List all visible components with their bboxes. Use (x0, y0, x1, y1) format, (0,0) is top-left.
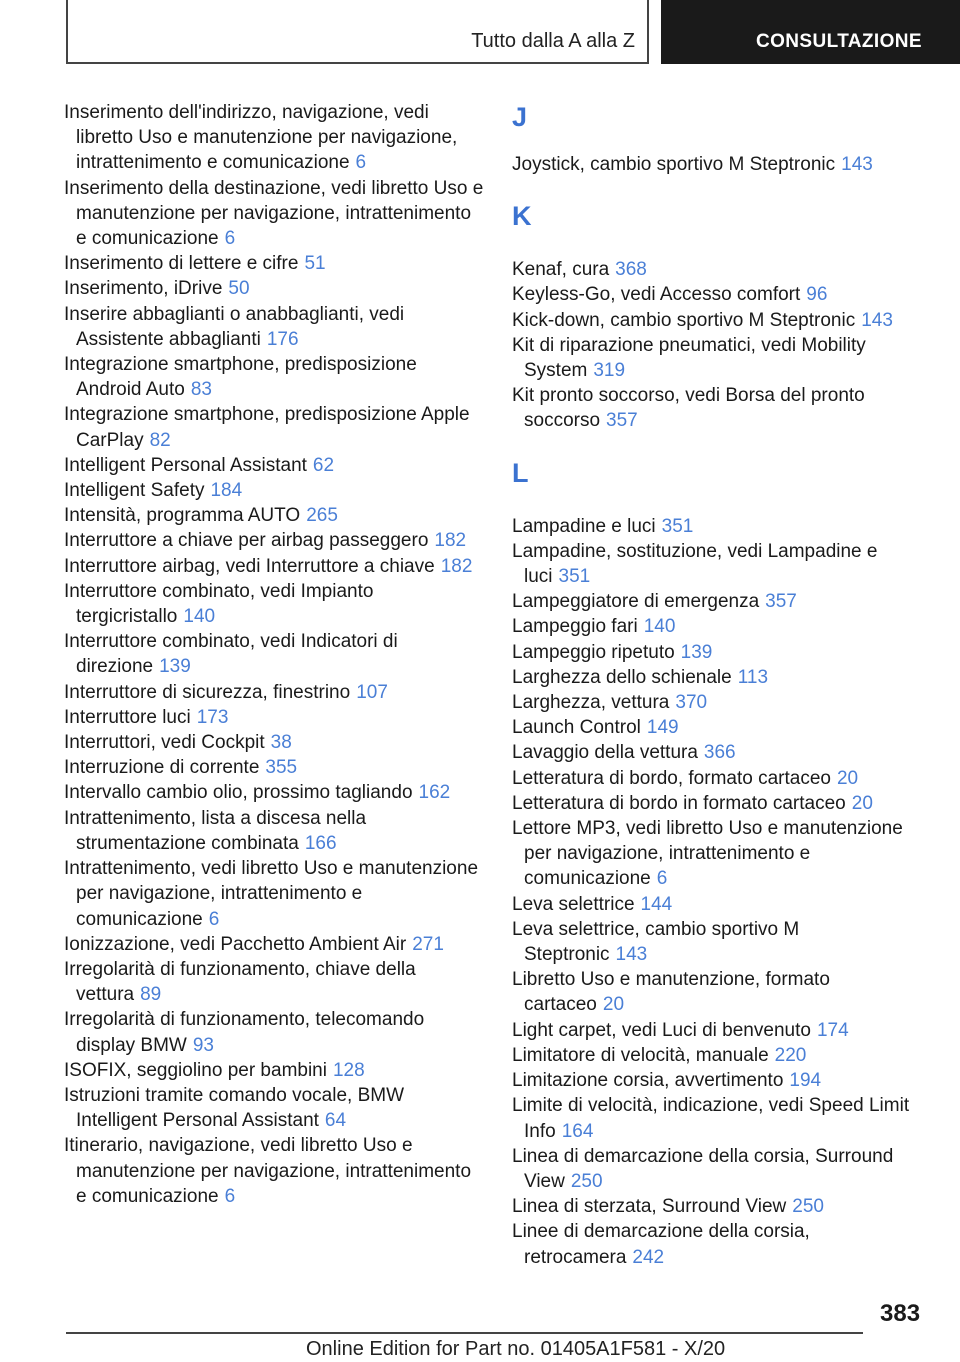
index-entry (64, 755, 484, 780)
index-entry-text: Limitatore di velocità, manuale (512, 1044, 769, 1066)
index-entry (512, 539, 914, 589)
index-entry-text: Larghezza, vettura (512, 692, 670, 714)
index-entry-text: Inserimento di lettere e cifre (64, 253, 299, 275)
index-page-link[interactable]: 143 (841, 154, 873, 175)
index-entry-text: Joystick, cambio sportivo M Steptronic (512, 154, 836, 175)
index-entry (512, 1043, 914, 1068)
index-entry (64, 528, 484, 553)
index-page-link[interactable]: 351 (558, 566, 591, 588)
index-entry (512, 1144, 914, 1194)
index-entry (512, 152, 914, 177)
index-entry-text: Linee di demarcazione della corsia, retrocamera (512, 1221, 810, 1268)
index-entry (512, 589, 914, 614)
index-page-link[interactable]: 51 (304, 253, 326, 275)
index-entry-text: Intrattenimento, lista a discesa nella strumentazione combinata (64, 807, 367, 854)
index-entry-text: Intelligent Safety (64, 480, 205, 502)
index-entry (512, 514, 914, 539)
index-entry-text: Ionizzazione, vedi Pacchetto Ambient Air (64, 933, 407, 955)
index-entry-text: Letteratura di bordo in formato cartaceo (512, 792, 846, 814)
index-page-link[interactable]: 242 (632, 1246, 665, 1268)
index-page-link[interactable]: 143 (615, 944, 648, 966)
index-entry (512, 1068, 914, 1093)
index-entry (512, 917, 914, 967)
index-entry-text: Inserimento, iDrive (64, 278, 223, 300)
index-page-link[interactable]: 351 (661, 515, 694, 537)
index-entry-text: Launch Control (512, 717, 641, 739)
index-entry-text: Lampeggio fari (512, 616, 638, 638)
index-entry-text: Intrattenimento, vedi libretto Uso e manutenzione per navigazione, intrattenimento e comunicazione (64, 858, 479, 930)
index-page-link[interactable]: 370 (675, 692, 708, 714)
index-entry-text: Leva selettrice, cambio sportivo M Steptronic (512, 918, 800, 966)
index-page-link[interactable]: 50 (228, 278, 250, 300)
index-page-link[interactable]: 20 (602, 994, 625, 1016)
index-entry-text: Linea di demarcazione della corsia, Surround View (512, 1145, 894, 1192)
index-page-link[interactable]: 107 (356, 681, 388, 703)
index-page-link[interactable]: 194 (789, 1070, 822, 1092)
index-entry (64, 629, 484, 679)
index-page-link[interactable]: 64 (324, 1110, 347, 1132)
index-entry-text: Interruzione di corrente (64, 757, 260, 779)
index-entry (64, 806, 484, 856)
index-entry (64, 957, 484, 1007)
index-entry (512, 665, 914, 690)
index-entry (512, 1093, 914, 1143)
index-entry-text: Inserimento della destinazione, vedi libretto Uso e manutenzione per navigazione, intrattenimento e comunicazione (64, 177, 484, 250)
index-entry-text: Lampadine e luci (512, 515, 656, 537)
index-page-link[interactable]: 139 (680, 641, 713, 663)
index-page-link[interactable]: 162 (418, 782, 451, 804)
index-entry-text: Intelligent Personal Assistant (64, 454, 307, 476)
index-page-link[interactable]: 96 (806, 284, 828, 306)
index-entry-text: Lavaggio della vettura (512, 742, 698, 764)
index-entry (512, 892, 914, 917)
index-entry (512, 967, 914, 1017)
index-entry (64, 251, 484, 276)
index-entry-text: Interruttore combinato, vedi Indicatori di direzione (64, 631, 398, 678)
index-entry-text: ISOFIX, seggiolino per bambini (64, 1059, 327, 1081)
index-entry-text: Inserimento dell'indirizzo, navigazione, vedi libretto Uso e manutenzione per navigazione, intrattenimento e comunicazione (64, 102, 458, 174)
index-entry (512, 715, 914, 740)
header-section-box (66, 0, 649, 64)
index-entry (64, 705, 484, 730)
index-entry-text: Irregolarità di funzionamento, chiave della vettura (64, 958, 416, 1006)
index-entry (64, 478, 484, 503)
index-entry-text: Lampeggio ripetuto (512, 641, 675, 663)
header-chapter-label: CONSULTAZIONE (756, 31, 922, 52)
index-page-link[interactable]: 6 (355, 152, 367, 174)
index-entry-text: Larghezza dello schienale (512, 666, 732, 688)
index-entry (512, 383, 914, 433)
index-page-link[interactable]: 265 (306, 505, 338, 527)
index-entry-text: Interruttore combinato, vedi Impianto tergicristallo (64, 580, 374, 628)
index-page-link[interactable]: 176 (266, 328, 299, 350)
index-entry (64, 1058, 484, 1083)
index-entry (512, 333, 914, 383)
index-entry (64, 302, 484, 352)
index-entry (64, 100, 484, 176)
index-entry (512, 614, 914, 639)
section-letter: J (512, 102, 528, 132)
index-entry (64, 176, 484, 252)
index-page-link[interactable]: 250 (792, 1196, 824, 1218)
index-entry (64, 276, 484, 301)
index-page-link[interactable]: 113 (737, 666, 769, 688)
index-entry-text: Istruzioni tramite comando vocale, BMW Intelligent Personal Assistant (64, 1084, 405, 1132)
index-entry (512, 816, 914, 892)
index-entry (64, 1083, 484, 1133)
index-entry-text: Kick-down, cambio sportivo M Steptronic (512, 309, 856, 331)
index-entry (64, 402, 484, 452)
index-entry (64, 554, 484, 579)
index-page-link[interactable]: 6 (208, 908, 220, 930)
index-page-link[interactable]: 184 (210, 480, 243, 502)
index-entry (64, 680, 484, 705)
index-page-link[interactable]: 144 (640, 893, 673, 915)
index-page-link[interactable]: 82 (149, 429, 171, 451)
index-entry (512, 1194, 914, 1219)
index-entry (512, 740, 914, 765)
index-page-link[interactable]: 93 (192, 1034, 214, 1056)
index-column-left (64, 100, 484, 1209)
index-entry (512, 1219, 914, 1269)
index-entry-text: Lettore MP3, vedi libretto Uso e manutenzione per navigazione, intrattenimento e comunicazione (512, 818, 903, 890)
index-page-link[interactable]: 182 (440, 555, 473, 577)
index-entry (64, 453, 484, 478)
index-page-link[interactable]: 89 (140, 984, 162, 1006)
index-entry (64, 932, 484, 957)
index-page-link[interactable]: 83 (190, 379, 212, 401)
index-entry (64, 352, 484, 402)
index-page-link[interactable]: 271 (412, 933, 444, 955)
index-page-link[interactable]: 6 (656, 868, 668, 890)
index-entry (512, 1018, 914, 1043)
header-chapter-tab[interactable] (661, 0, 960, 64)
index-entry-text: Keyless-Go, vedi Accesso comfort (512, 284, 801, 306)
index-entry (512, 766, 914, 791)
index-page-link[interactable]: 166 (304, 832, 337, 854)
index-entry (512, 640, 914, 665)
index-page-link[interactable]: 139 (159, 656, 191, 678)
index-entry (64, 579, 484, 629)
index-page-link[interactable]: 250 (570, 1170, 603, 1192)
index-page-link[interactable]: 357 (606, 410, 638, 432)
page-number: 383 (880, 1300, 921, 1327)
index-entry-text: Kenaf, cura (512, 259, 610, 281)
footer-edition: Online Edition for Part no. 01405A1F581 - X/20 (306, 1338, 726, 1360)
index-column-right (512, 100, 914, 1270)
index-entry (64, 1133, 484, 1209)
index-entry-text: Limite di velocità, indicazione, vedi Speed Limit Info (512, 1095, 910, 1142)
index-entry (512, 257, 914, 282)
index-page-link[interactable]: 164 (561, 1120, 594, 1142)
index-entry-text: Interruttore a chiave per airbag passeggero (64, 530, 429, 552)
index-entry (512, 282, 914, 307)
index-entry-text: Irregolarità di funzionamento, telecomando display BMW (64, 1009, 425, 1056)
index-entry-text: Interruttore luci (64, 706, 191, 728)
section-letter: K (512, 201, 532, 232)
index-page-link[interactable]: 357 (765, 591, 797, 613)
index-entry (64, 780, 484, 805)
index-entry-text: Interruttore di sicurezza, finestrino (64, 681, 351, 703)
index-entry (64, 856, 484, 932)
index-entry-text: Lampeggiatore di emergenza (512, 591, 760, 613)
index-entry-text: Intensità, programma AUTO (64, 505, 301, 527)
index-entry (64, 503, 484, 528)
index-entry-text: Lampadine, sostituzione, vedi Lampadine e luci (512, 540, 878, 588)
index-page-link[interactable]: 140 (183, 606, 216, 628)
index-page-link[interactable]: 149 (646, 717, 679, 739)
index-page-link[interactable]: 62 (312, 454, 335, 476)
index-page-link[interactable]: 182 (434, 530, 467, 552)
index-entry (512, 690, 914, 715)
index-entry-text: Interruttori, vedi Cockpit (64, 732, 265, 754)
index-page-link[interactable]: 143 (861, 309, 893, 331)
index-entry (512, 308, 914, 333)
index-entry-text: Leva selettrice (512, 893, 635, 915)
section-letter: L (512, 457, 529, 488)
index-entry-text: Integrazione smartphone, predisposizione Android Auto (64, 354, 417, 401)
index-page-link[interactable]: 220 (774, 1044, 807, 1066)
index-page-link[interactable]: 368 (615, 259, 647, 281)
index-page-link[interactable]: 6 (224, 1185, 236, 1207)
index-entry-text: Itinerario, navigazione, vedi libretto Uso e manutenzione per navigazione, intrattenimento e comunicazione (64, 1135, 472, 1207)
index-page-link[interactable]: 355 (265, 757, 298, 779)
index-page-link[interactable]: 173 (196, 706, 229, 728)
index-entry-text: Kit di riparazione pneumatici, vedi Mobility System (512, 334, 866, 382)
index-entry (64, 1007, 484, 1057)
index-entry-text: Light carpet, vedi Luci di benvenuto (512, 1019, 811, 1041)
index-page-link[interactable]: 20 (851, 792, 873, 814)
index-entry (512, 791, 914, 816)
footer-divider (66, 1332, 863, 1334)
index-page-link[interactable]: 38 (270, 732, 292, 754)
index-entry-text: Libretto Uso e manutenzione, formato cartaceo (512, 969, 830, 1016)
index-entry (64, 730, 484, 755)
index-entry-text: Inserire abbaglianti o anabbaglianti, vedi Assistente abbaglianti (64, 303, 405, 350)
index-entry-text: Interruttore airbag, vedi Interruttore a chiave (64, 555, 435, 577)
index-entry-text: Kit pronto soccorso, vedi Borsa del pronto soccorso (512, 385, 865, 432)
index-entry-text: Linea di sterzata, Surround View (512, 1196, 787, 1218)
index-page-link[interactable]: 319 (593, 360, 626, 382)
index-page-link[interactable]: 128 (332, 1059, 365, 1081)
index-entry-text: Limitazione corsia, avvertimento (512, 1070, 784, 1092)
index-page-link[interactable]: 20 (836, 767, 859, 789)
index-entry-text: Intervallo cambio olio, prossimo tagliando (64, 782, 413, 804)
index-page-link[interactable]: 174 (816, 1019, 849, 1041)
header-section-title: Tutto dalla A alla Z (471, 30, 635, 52)
index-entry-text: Letteratura di bordo, formato cartaceo (512, 767, 831, 789)
index-page-link[interactable]: 366 (703, 742, 736, 764)
index-entry-text: Integrazione smartphone, predisposizione Apple CarPlay (64, 404, 470, 451)
index-page-link[interactable]: 140 (643, 616, 676, 638)
index-page-link[interactable]: 6 (224, 228, 236, 250)
